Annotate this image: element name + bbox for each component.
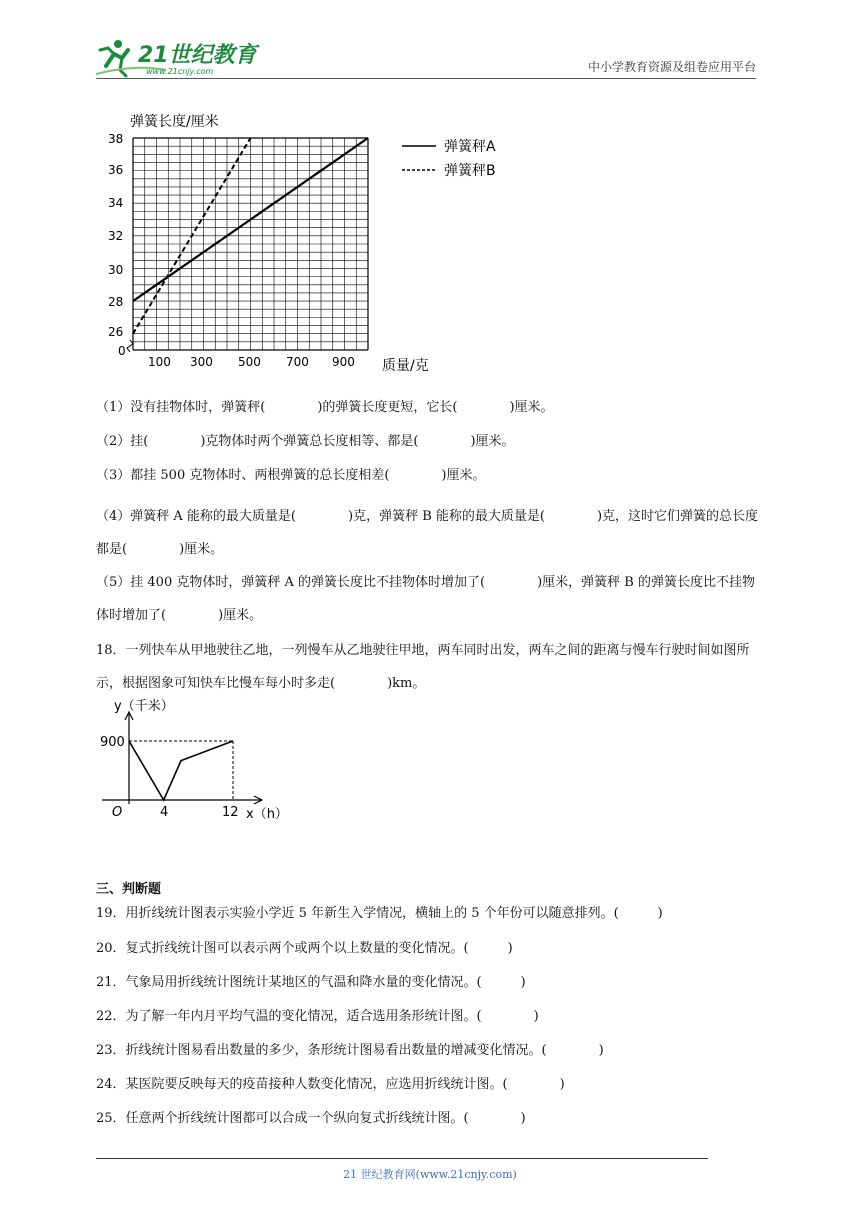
chart2-ytick-900: 900	[100, 735, 125, 750]
question-17-2: （2）挂( )克物体时两个弹簧总长度相等、都是( )厘米。	[96, 434, 515, 449]
chart1-yticks	[108, 132, 126, 358]
ytick-30: 30	[108, 263, 124, 277]
xtick-300: 300	[190, 355, 213, 369]
ytick-38: 38	[108, 132, 124, 146]
ytick-26: 26	[108, 325, 124, 339]
chart1-ylabel: 弹簧长度/厘米	[130, 114, 219, 130]
footer-divider	[96, 1158, 708, 1159]
chart1-grid	[133, 138, 368, 350]
judge-25: 25．任意两个折线统计图都可以合成一个纵向复式折线统计图。( )	[96, 1111, 526, 1126]
question-17-1: （1）没有挂物体时，弹簧秤( )的弹簧长度更短，它长( )厘米。	[96, 400, 554, 415]
judge-21: 21．气象局用折线统计图统计某地区的气温和降水量的变化情况。( )	[96, 975, 526, 990]
chart2-origin: O	[112, 805, 123, 820]
legend-label-A: 弹簧秤A	[444, 139, 496, 155]
chart1-legend	[402, 139, 496, 179]
ytick-28: 28	[108, 295, 124, 309]
ytick-32: 32	[108, 229, 124, 243]
ytick-0: 0	[118, 344, 126, 358]
xtick-900: 900	[332, 355, 355, 369]
judge-20: 20．复式折线统计图可以表示两个或两个以上数量的变化情况。( )	[96, 941, 513, 956]
header-platform-text: 中小学教育资源及组卷应用平台	[587, 60, 756, 74]
chart1-xlabel: 质量/克	[382, 358, 429, 374]
judge-22: 22．为了解一年内月平均气温的变化情况，适合选用条形统计图。( )	[96, 1009, 539, 1024]
question-17-5: （5）挂 400 克物体时，弹簧秤 A 的弹簧长度比不挂物体时增加了( )厘米，弹簧秤 B 的弹簧长度比不挂物体时增加了( )厘米。	[96, 575, 755, 623]
spring-chart	[100, 110, 520, 380]
judge-24: 24．某医院要反映每天的疫苗接种人数变化情况，应选用折线统计图。( )	[96, 1077, 565, 1092]
logo-sub-text: www.21cnjy.com	[146, 67, 214, 76]
ytick-36: 36	[108, 163, 124, 177]
section-title-judge: 三、判断题	[96, 882, 162, 897]
judge-23: 23．折线统计图易看出数量的多少，条形统计图易看出数量的增减变化情况。( )	[96, 1043, 604, 1058]
legend-label-B: 弹簧秤B	[444, 163, 496, 179]
axis-break-mark	[127, 340, 133, 352]
question-17-4: （4）弹簧秤 A 能称的最大质量是( )克，弹簧秤 B 能称的最大质量是( )克，这时它们弹簧的总长度都是( )厘米。	[96, 509, 759, 557]
chart1-xticks	[148, 355, 355, 369]
question-17-3: （3）都挂 500 克物体时、两根弹簧的总长度相差( )厘米。	[96, 468, 486, 483]
question-18: 18．一列快车从甲地驶往乙地，一列慢车从乙地驶往甲地，两车同时出发，两车之间的距离与慢车行驶时间如图所示，根据图象可知快车比慢车每小时多走( )km。	[96, 643, 750, 691]
header-divider	[96, 78, 756, 79]
chart2-ylabel: y（千米）	[114, 699, 174, 714]
xtick-100: 100	[148, 355, 171, 369]
distance-series-line	[129, 741, 233, 800]
logo	[96, 36, 266, 80]
footer-text: 21 世纪教育网(www.21cnjy.com)	[343, 1168, 517, 1181]
chart2-xlabel: x（h）	[246, 807, 288, 822]
distance-chart	[96, 694, 296, 834]
judge-19: 19．用折线统计图表示实验小学近 5 年新生入学情况，横轴上的 5 个年份可以随意排列。( )	[96, 906, 663, 921]
chart2-xtick-4: 4	[160, 805, 169, 820]
chart2-xtick-12: 12	[222, 805, 239, 820]
xtick-700: 700	[286, 355, 309, 369]
xtick-500: 500	[238, 355, 261, 369]
ytick-34: 34	[108, 196, 124, 210]
logo-main-text: 21世纪教育	[138, 43, 257, 68]
